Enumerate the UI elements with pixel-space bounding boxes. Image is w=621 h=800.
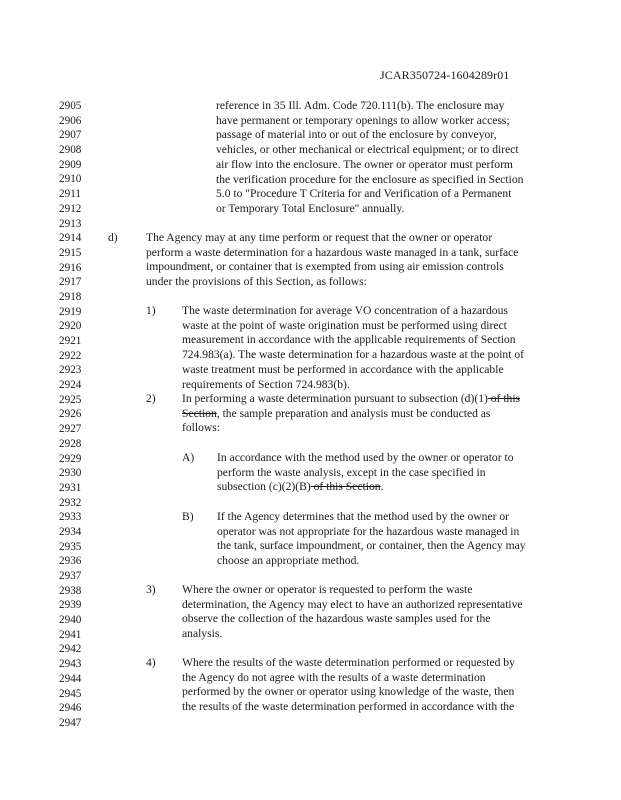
line-number: 2929 [59, 452, 82, 465]
text-line: Section, the sample preparation and analysis must be conducted as [182, 406, 491, 420]
item-2-paragraph [182, 392, 520, 436]
text-line: 5.0 to "Procedure T Criteria for and Verification of a Permanent [216, 187, 512, 201]
line-number: 2931 [59, 481, 82, 494]
text-line: In accordance with the method used by the owner or operator to [217, 451, 514, 464]
line-number: 2920 [59, 320, 82, 333]
line-number: 2906 [59, 114, 82, 127]
item-4-marker: 4) [146, 656, 156, 669]
line-number-column [59, 99, 91, 731]
text-line: the tank, surface impoundment, or container, then the Agency may [217, 539, 526, 553]
line-number: 2932 [59, 496, 82, 509]
item-2a-paragraph [217, 451, 514, 495]
line-number: 2916 [59, 261, 82, 274]
continuation-paragraph [216, 99, 523, 217]
line-number: 2928 [59, 437, 82, 450]
line-number: 2943 [59, 658, 82, 671]
subsection-d-marker: d) [108, 231, 118, 244]
text-line: determination, the Agency may elect to have an authorized representative [182, 597, 523, 611]
line-number: 2909 [59, 158, 82, 171]
text-line: or Temporary Total Enclosure" annually. [216, 201, 405, 215]
text-line: the verification procedure for the enclosure as specified in Section [216, 172, 524, 186]
text-line: waste treatment must be performed in accordance with the applicable [182, 362, 504, 376]
line-number: 2945 [59, 687, 82, 700]
line-number: 2912 [59, 202, 82, 215]
line-number: 2905 [59, 100, 82, 112]
text-line: The waste determination for average VO concentration of a hazardous [182, 304, 508, 317]
line-number: 2941 [59, 628, 82, 641]
item-3-marker: 3) [146, 583, 156, 596]
text-line: 724.983(a). The waste determination for a hazardous waste at the point of [182, 348, 525, 362]
text-line: choose an appropriate method. [217, 554, 360, 568]
text-line: vehicles, or other mechanical or electrical equipment; or to direct [216, 143, 519, 157]
text-line: reference in 35 Ill. Adm. Code 720.111(b). The enclosure may [216, 99, 505, 112]
line-number: 2936 [59, 555, 82, 568]
text-line: perform the waste analysis, except in the case specified in [217, 465, 486, 479]
text-line: If the Agency determines that the method used by the owner or [217, 510, 510, 523]
line-number: 2944 [59, 672, 82, 685]
text-line: impoundment, or container that is exempted from using air emission controls [146, 260, 504, 274]
line-number: 2924 [59, 379, 82, 392]
text-line: Where the owner or operator is requested to perform the waste [182, 583, 473, 596]
text-line: operator was not appropriate for the hazardous waste managed in [217, 524, 520, 538]
line-number: 2922 [59, 349, 82, 362]
line-number: 2934 [59, 525, 82, 538]
text-line: the Agency do not agree with the results of a waste determination [182, 670, 486, 684]
text-line: follows: [182, 421, 221, 435]
line-number: 2921 [59, 335, 82, 347]
line-number: 2918 [59, 290, 82, 303]
item-2a-marker: A) [182, 451, 195, 464]
text-line: In performing a waste determination pursuant to subsection (d)(1) of this [182, 392, 521, 405]
line-number: 2914 [59, 232, 82, 245]
text-line: air flow into the enclosure. The owner or operator must perform [216, 157, 513, 171]
line-number: 2915 [59, 246, 82, 259]
line-number: 2947 [59, 716, 82, 729]
text-line: requirements of Section 724.983(b). [182, 377, 350, 391]
text-line: under the provisions of this Section, as follows: [146, 275, 367, 289]
line-number: 2940 [59, 614, 82, 627]
item-1-paragraph [182, 304, 524, 392]
line-number: 2933 [59, 511, 82, 524]
text-line: measurement in accordance with the applicable requirements of Section [182, 333, 516, 347]
item-4-paragraph [182, 656, 515, 715]
line-number: 2911 [59, 188, 81, 201]
line-number: 2923 [59, 364, 82, 377]
text-line: The Agency may at any time perform or request that the owner or operator [146, 231, 493, 244]
text-line: perform a waste determination for a hazardous waste managed in a tank, surface [146, 245, 519, 259]
line-number: 2930 [59, 467, 82, 480]
line-number: 2938 [59, 584, 82, 597]
item-3-paragraph [182, 583, 523, 642]
line-number: 2939 [59, 599, 82, 612]
text-line: the results of the waste determination performed in accordance with the [182, 700, 515, 714]
line-number: 2926 [59, 408, 82, 421]
document-id: JCAR350724-1604289r01 [380, 68, 510, 82]
item-1-marker: 1) [146, 304, 156, 317]
line-number: 2937 [59, 570, 82, 582]
text-line: subsection (c)(2)(B) of this Section. [217, 480, 384, 494]
text-line: waste at the point of waste origination must be performed using direct [182, 318, 507, 332]
text-line: passage of material into or out of the enclosure by conveyor, [216, 128, 497, 142]
text-line: analysis. [182, 627, 223, 641]
line-number: 2935 [59, 540, 82, 553]
item-2-marker: 2) [146, 392, 156, 405]
line-number: 2925 [59, 393, 82, 406]
struck-text: of this Section [310, 480, 381, 494]
struck-text: of this [487, 392, 521, 405]
line-number: 2942 [59, 643, 82, 656]
text-line: performed by the owner or operator using knowledge of the waste, then [182, 685, 515, 699]
item-2b-marker: B) [182, 510, 194, 523]
text-line: Where the results of the waste determination performed or requested by [182, 656, 515, 669]
line-number: 2910 [59, 173, 82, 186]
line-number: 2908 [59, 144, 82, 157]
subsection-d-paragraph [146, 231, 518, 290]
line-number: 2917 [59, 276, 82, 289]
line-number: 2919 [59, 305, 82, 318]
line-number: 2907 [59, 129, 82, 142]
text-line: have permanent or temporary openings to allow worker access; [216, 113, 510, 127]
struck-text: Section [182, 406, 217, 420]
line-number: 2913 [59, 217, 82, 230]
line-number: 2946 [59, 702, 82, 715]
line-number: 2927 [59, 423, 82, 436]
item-2b-paragraph [217, 510, 526, 569]
text-line: observe the collection of the hazardous waste samples used for the [182, 612, 491, 626]
